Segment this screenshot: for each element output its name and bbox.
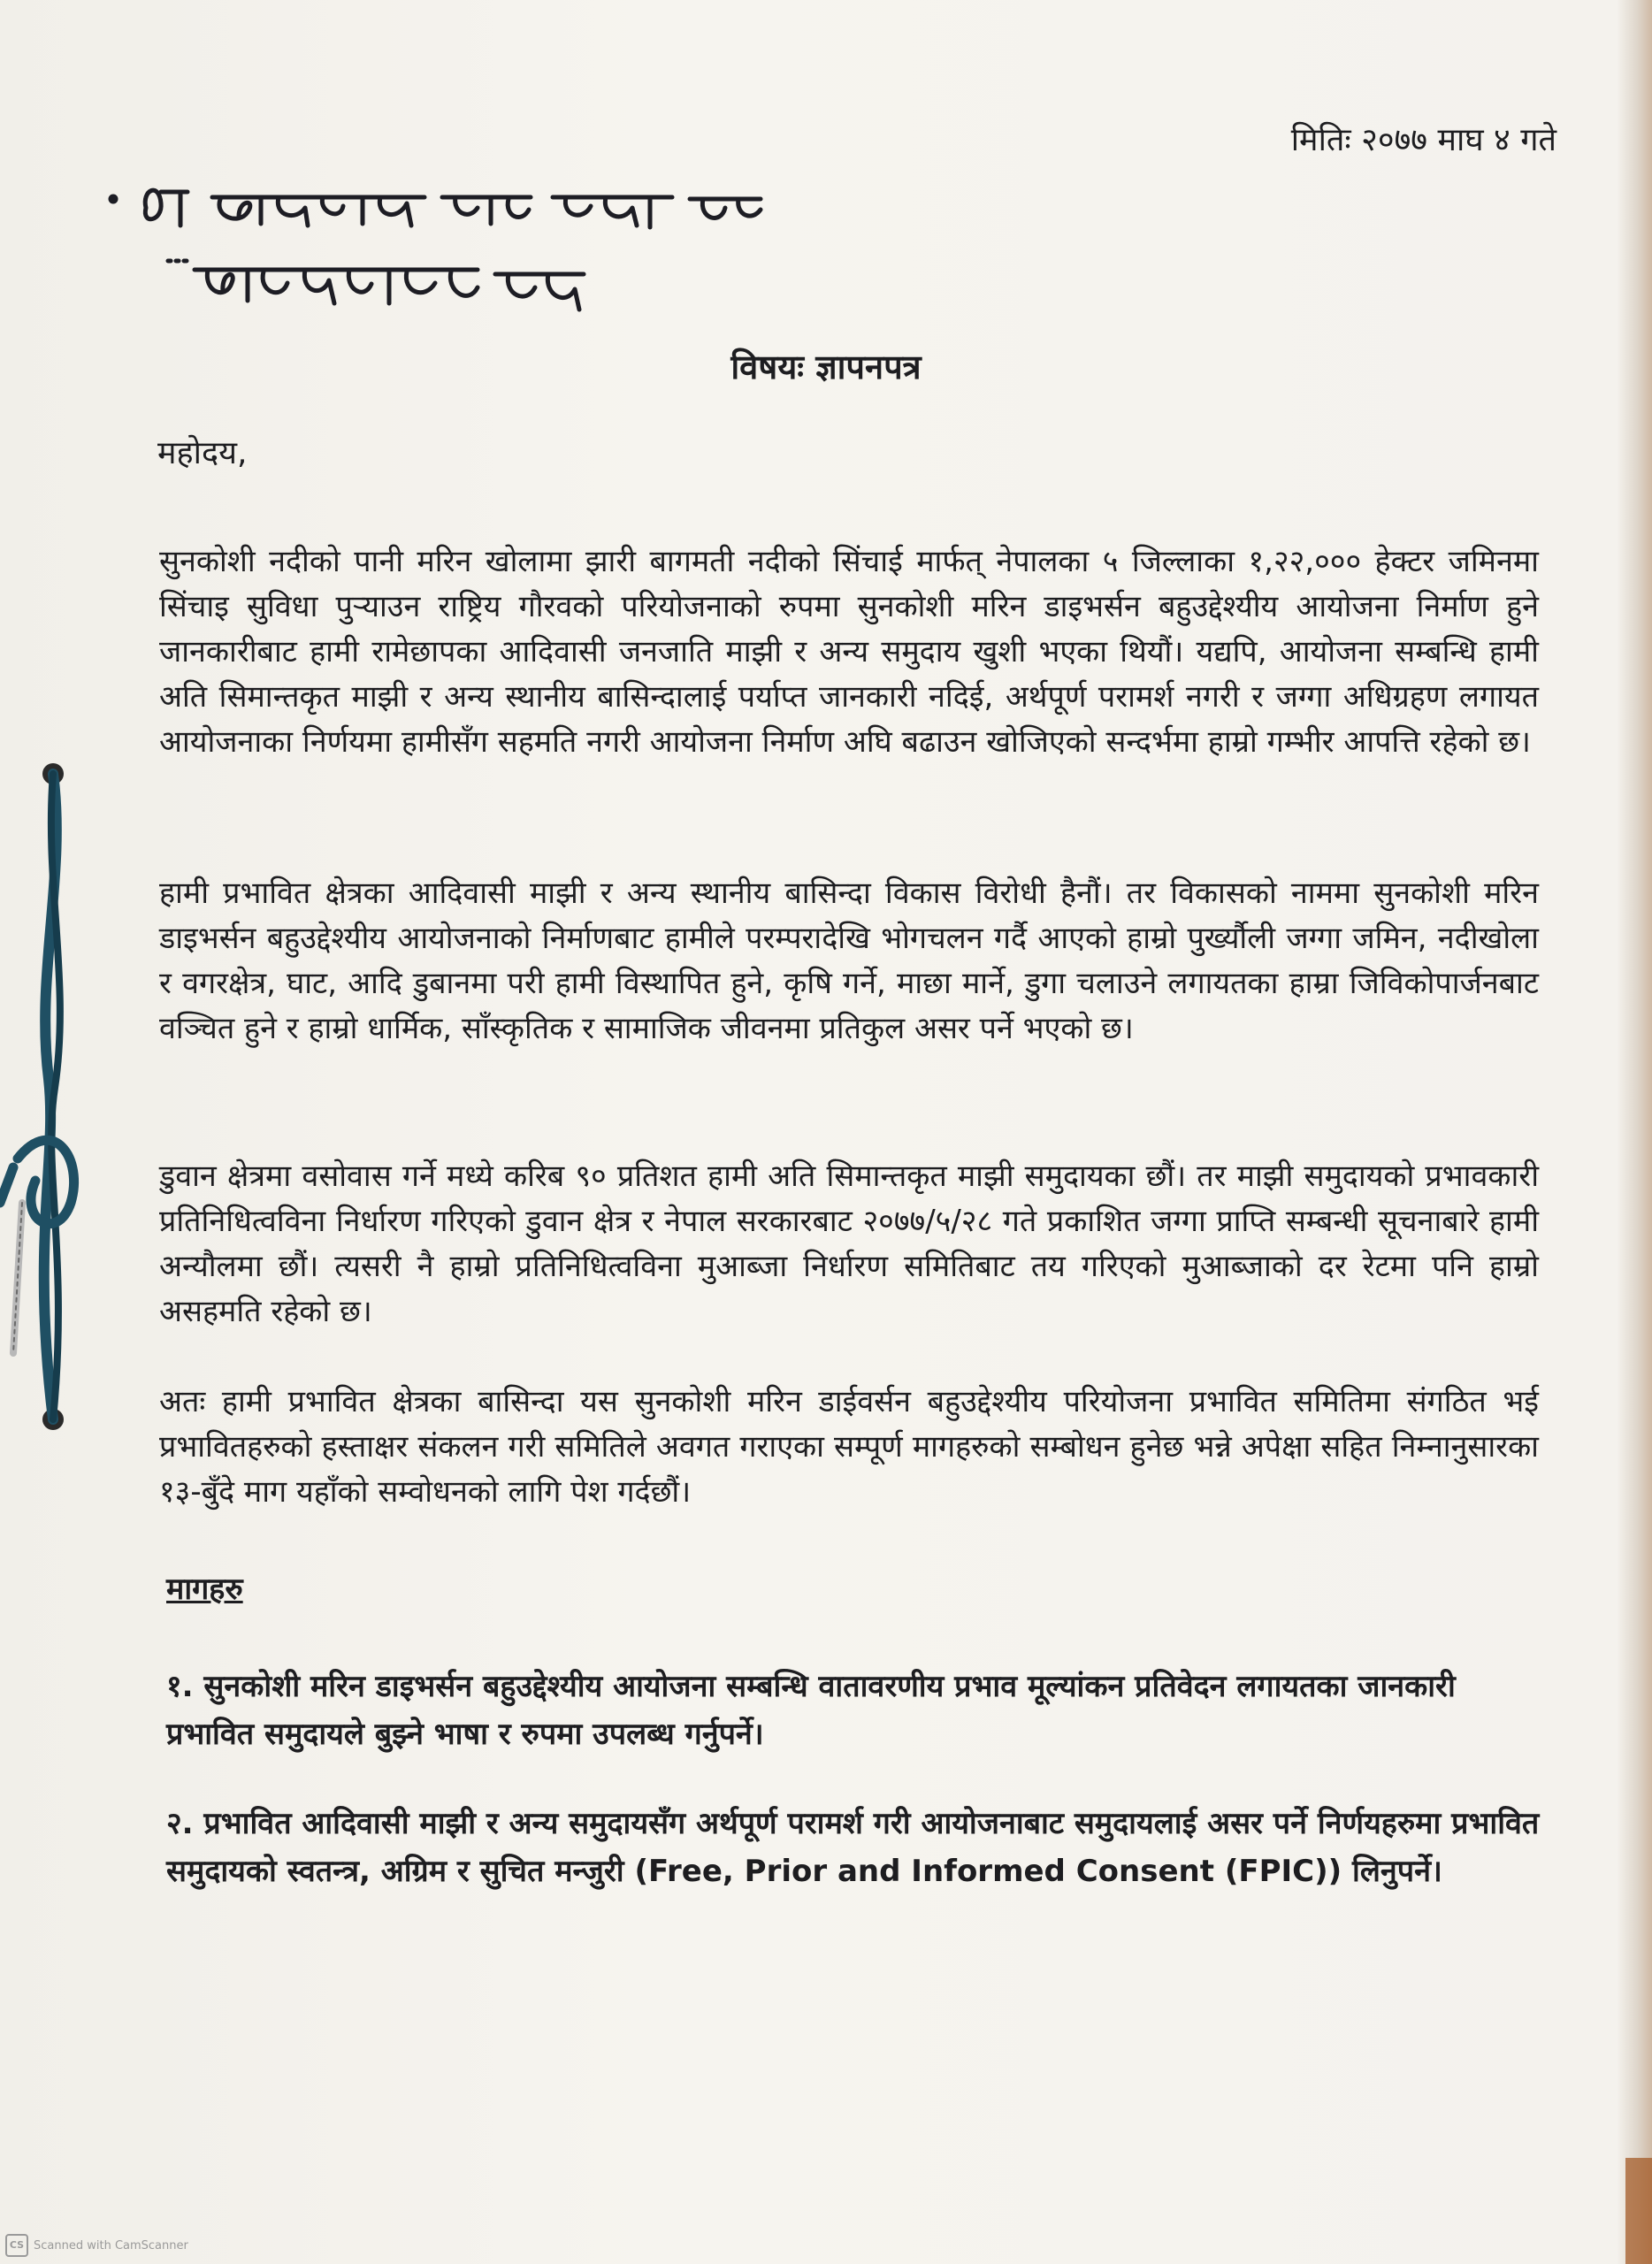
demands-heading: मागहरु	[166, 1572, 243, 1607]
paragraph-1: सुनकोशी नदीको पानी मरिन खोलामा झारी बागमती नदीको सिंचाई मार्फत् नेपालका ५ जिल्लाका १,२२,००० हेक्टर जमिनमा सिंचाइ सुविधा पुऱ्याउन राष्ट्रिय गौरवको परियोजनाको रुपमा सुनकोशी मरिन डाइभर्सन बहुउद्देश्यीय आयोजना निर्माण हुने जानकारीबाट हामी रामेछापका आदिवासी जनजाति माझी र अन्य समुदाय खुशी भएका थियौं। यद्यपि, आयोजना सम्बन्धि हामी अति सिमान्तकृत माझी र अन्य स्थानीय बासिन्दालाई पर्याप्त जानकारी नदिई, अर्थपूर्ण परामर्श नगरी र जग्गा अधिग्रहण लगायत आयोजनाका निर्णयमा हामीसँग सहमति नगरी आयोजना निर्माण अघि बढाउन खोजिएको सन्दर्भमा हाम्रो गम्भीर आपत्ति रहेको छ।	[159, 544, 1539, 760]
demand-item-2: २. प्रभावित आदिवासी माझी र अन्य समुदायसँग अर्थपूर्ण परामर्श गरी आयोजनाबाट समुदायलाई असर पर्ने निर्णयहरुमा प्रभावित समुदायको स्वतन्त्र, अग्रिम र सुचित मन्जुरी (Free, Prior and Informed Consent (FPIC)) लिनुपर्ने।	[166, 1806, 1540, 1889]
paragraph-3: डुवान क्षेत्रमा वसोवास गर्ने मध्ये करिब ९० प्रतिशत हामी अति सिमान्तकृत माझी समुदायका छौं। तर माझी समुदायको प्रभावकारी प्रतिनिधित्वविना निर्धारण गरिएको डुवान क्षेत्र र नेपाल सरकारबाट २०७७/५/२८ गते प्रकाशित जग्गा प्राप्ति सम्बन्धी सूचनाबारे हामी अन्यौलमा छौं। त्यसरी नै हाम्रो प्रतिनिधित्वविना मुआब्जा निर्धारण समितिबाट तय गरिएको मुआब्जाको दर रेटमा पनि हाम्रो असहमति रहेको छ।	[159, 1159, 1539, 1329]
camscanner-watermark	[5, 2234, 188, 2257]
paragraph-4: अतः हामी प्रभावित क्षेत्रका बासिन्दा यस सुनकोशी मरिन डाईवर्सन बहुउद्देश्यीय परियोजना प्रभावित समितिमा संगठित भई प्रभावितहरुको हस्ताक्षर संकलन गरी समितिले अवगत गराएका सम्पूर्ण मागहरुको सम्बोधन हुनेछ भन्ने अपेक्षा सहित निम्नानुसारका १३-बुँदे माग यहाँको सम्वोधनको लागि पेश गर्दछौं।	[159, 1384, 1539, 1510]
page-edge-shadow	[1617, 0, 1652, 2264]
binding-cord-icon	[0, 743, 97, 1450]
letter-subject: विषयः ज्ञापनपत्र	[730, 348, 922, 386]
handwritten-addressee	[106, 172, 814, 332]
page-edge-mark	[1625, 2158, 1652, 2264]
paragraph-2: हामी प्रभावित क्षेत्रका आदिवासी माझी र अन्य स्थानीय बासिन्दा विकास विरोधी हैनौं। तर विकासको नाममा सुनकोशी मरिन डाइभर्सन बहुउद्देश्यीय आयोजनाको निर्माणबाट हामीले परम्परादेखि भोगचलन गर्दै आएको हाम्रो पुर्ख्यौली जग्गा जमिन, नदीखोला र वगरक्षेत्र, घाट, आदि डुबानमा परी हामी विस्थापित हुने, कृषि गर्ने, माछा मार्ने, डुगा चलाउने लगायतका हाम्रा जिविकोपार्जनबाट वञ्चित हुने र हाम्रो धार्मिक, साँस्कृतिक र सामाजिक जीवनमा प्रतिकुल असर पर्ने भएको छ।	[159, 876, 1539, 1046]
salutation: महोदय,	[157, 435, 248, 471]
camscanner-logo-icon: CS	[5, 2234, 28, 2257]
demand-item-1: १. सुनकोशी मरिन डाइभर्सन बहुउद्देश्यीय आयोजना सम्बन्धि वातावरणीय प्रभाव मूल्यांकन प्रतिवेदन लगायतका जानकारी प्रभावित समुदायले बुझ्ने भाषा र रुपमा उपलब्ध गर्नुपर्ने।	[166, 1669, 1456, 1752]
letter-date: मितिः २०७७ माघ ४ गते	[1290, 122, 1556, 158]
camscanner-text: Scanned with CamScanner	[34, 2238, 188, 2253]
